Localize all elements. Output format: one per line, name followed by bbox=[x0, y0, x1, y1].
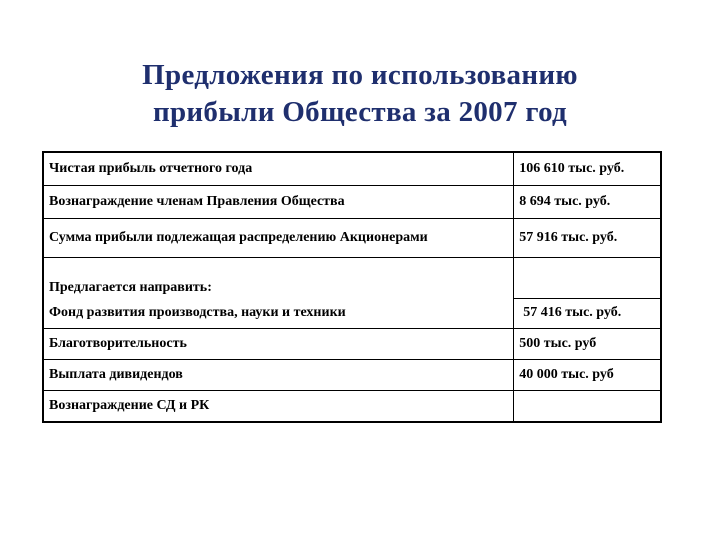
row-value: 40 000 тыс. руб bbox=[514, 359, 661, 390]
row-value: 106 610 тыс. руб. bbox=[514, 152, 661, 186]
row-value: 57 916 тыс. руб. bbox=[514, 219, 661, 258]
row-label: Чистая прибыль отчетного года bbox=[43, 152, 514, 186]
table-row-sd-rk-remuneration bbox=[43, 390, 661, 422]
row-value: 8 694 тыс. руб. bbox=[514, 186, 661, 219]
table-row-board-remuneration bbox=[43, 186, 661, 219]
row-label: Благотворительность bbox=[43, 328, 514, 359]
row-label: Сумма прибыли подлежащая распределению Акционерами bbox=[43, 219, 514, 258]
row-value: 500 тыс. руб bbox=[514, 328, 661, 359]
title-line-2: прибыли Общества за 2007 год bbox=[152, 96, 568, 128]
table-row-development-fund bbox=[43, 298, 661, 328]
table-row-dividends bbox=[43, 359, 661, 390]
row-label: Предлагается направить: bbox=[43, 258, 514, 299]
table-row-net-profit bbox=[43, 152, 661, 186]
row-value bbox=[514, 390, 661, 422]
row-label: Выплата дивидендов bbox=[43, 359, 514, 390]
table-row-distributable-profit bbox=[43, 219, 661, 258]
row-label: Фонд развития производства, науки и техники bbox=[43, 298, 514, 328]
table-row-charity bbox=[43, 328, 661, 359]
row-label: Вознаграждение СД и РК bbox=[43, 390, 514, 422]
row-value: 57 416 тыс. руб. bbox=[514, 298, 661, 328]
table-row-proposal-heading bbox=[43, 258, 661, 299]
profit-distribution-table bbox=[42, 151, 662, 423]
title-line-1: Предложения по использованию bbox=[142, 59, 578, 91]
row-label: Вознаграждение членам Правления Общества bbox=[43, 186, 514, 219]
slide-title bbox=[0, 57, 720, 131]
row-value bbox=[514, 258, 661, 299]
